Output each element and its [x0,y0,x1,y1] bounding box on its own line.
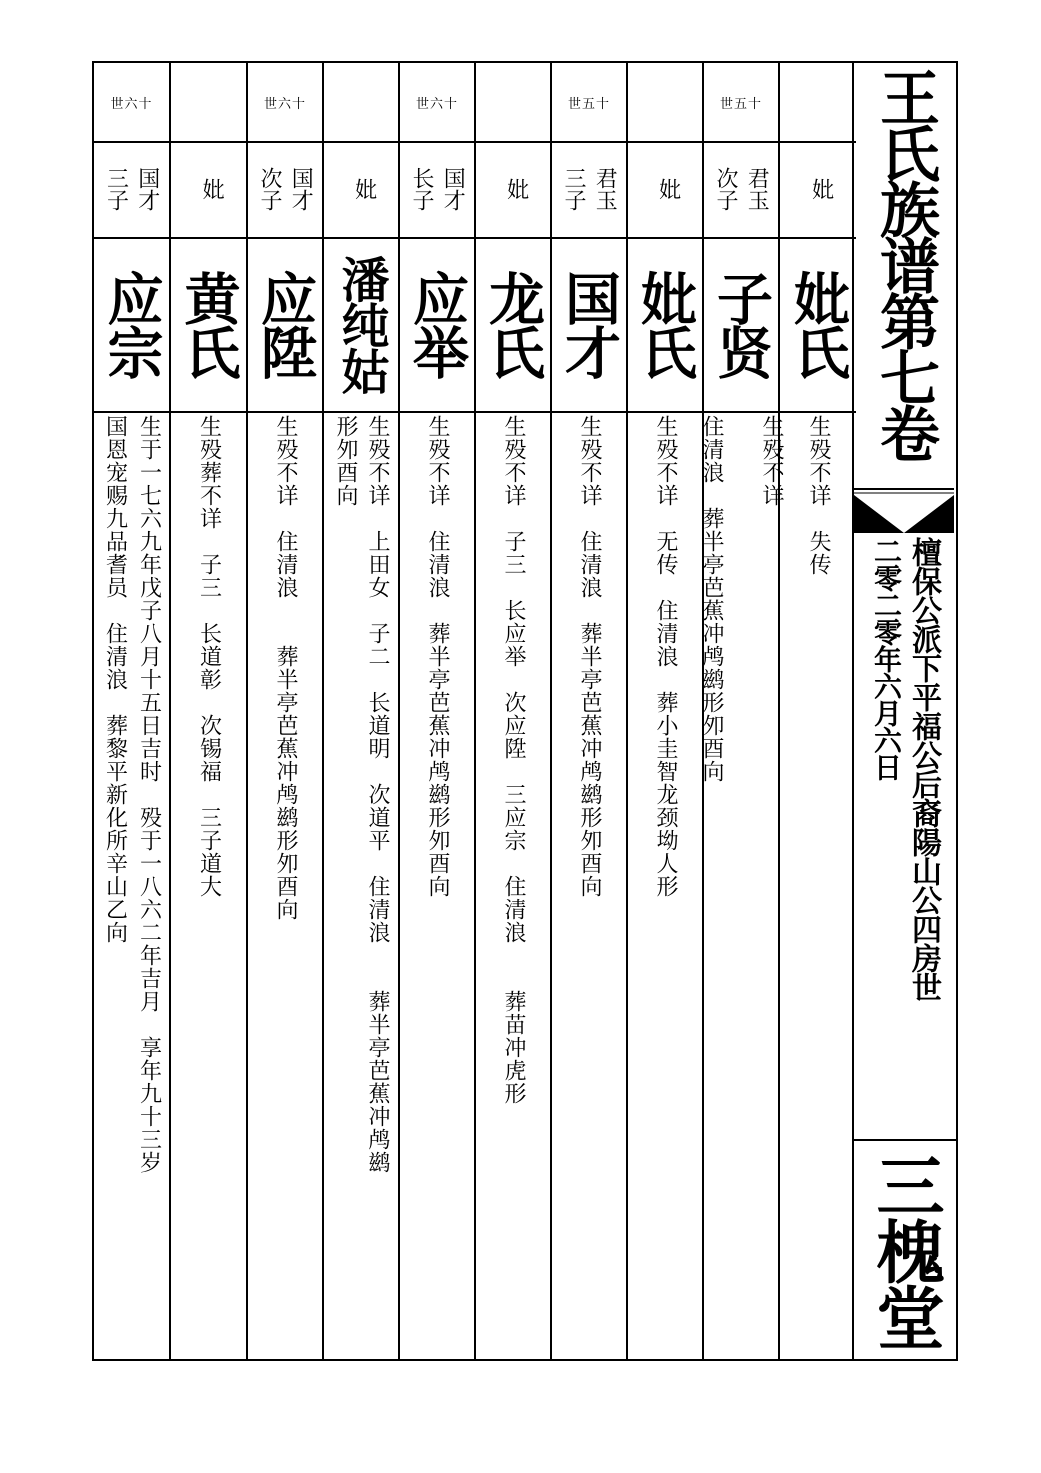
generation-label: 世六十 [415,96,458,112]
hall-divider [854,1139,956,1141]
generation-label: 世六十 [263,96,306,112]
relation-label: 国才 长子 [409,167,466,211]
person-name: 潘纯姑 [333,255,389,393]
person-name: 国才 [556,270,622,378]
person-notes: 生殁不详 住清浪 葬半亭芭蕉冲鸬鹚形夘酉向 [273,415,298,921]
relation-label: 国才 次子 [257,167,314,211]
generation-label [780,63,856,141]
person-notes: 生殁不详 子三 长应举 次应陞 三应宗 住清浪 葬苗冲虎形 [501,415,526,1105]
fishtail-ribbon-icon [854,487,954,535]
person-name: 妣氏 [632,270,698,378]
person-name: 龙氏 [480,270,546,378]
generation-label: 世五十 [719,96,762,112]
relation-label: 妣 [655,178,681,200]
lineage-branch: 檀保公派下平福公后裔陽山公四房世 [906,537,941,1001]
relation-label: 妣 [351,178,377,200]
person-notes: 生殁不详 住清浪 葬半亭芭蕉冲鸬鹚形夘酉向 [577,415,602,898]
person-name: 应陞 [252,270,318,378]
compile-date: 二零二零年六月六日 [870,537,903,780]
generation-label: 世六十 [110,96,153,112]
person-notes: 生殁不详 无传 住清浪 葬小圭智龙颈坳人形 [653,415,678,898]
generation-label [171,63,246,141]
generation-label: 世五十 [567,96,610,112]
person-name: 黄氏 [175,270,242,378]
relation-label: 妣 [503,178,529,200]
book-title: 王氏族谱第七卷 [870,67,940,459]
person-name: 子贤 [708,270,774,378]
relation-label: 妣 [199,178,225,200]
title-block [852,63,956,1359]
person-name: 应宗 [98,270,165,378]
genealogy-page [92,61,958,1361]
person-notes: 生殁葬不详 子三 长道彰 次锡福 三子道大 [196,415,222,898]
person-name: 应举 [404,270,470,378]
generation-label [628,63,702,141]
person-notes: 生殁不详 上田女 子二 长道明 次道平 住清浪 葬半亭芭蕉冲鸬鹚 形夘酉向 [333,415,390,1174]
relation-label: 国才 三子 [103,167,160,211]
person-name: 妣氏 [785,270,851,378]
person-notes: 生殁不详 住清浪 葬半亭芭蕉冲鸬鹚形夘酉向 [699,415,784,783]
person-notes: 生殁不详 失传 [806,415,831,576]
relation-label: 妣 [808,178,834,200]
person-notes: 生殁不详 住清浪 葬半亭芭蕉冲鸬鹚形夘酉向 [425,415,450,898]
generation-label [324,63,398,141]
generation-label [476,63,550,141]
hall-name: 三槐堂 [865,1151,945,1349]
relation-label: 君玉 次子 [713,167,770,211]
person-notes: 生于一七六九年戊子八月十五日吉时 殁于一八六二年吉月 享年九十三岁 国恩宠赐九品耆员 住清浪 葬黎平新化所辛山乙向 [102,415,162,1174]
relation-label: 君玉 三子 [561,167,618,211]
lineage-subtitle [854,537,956,1137]
